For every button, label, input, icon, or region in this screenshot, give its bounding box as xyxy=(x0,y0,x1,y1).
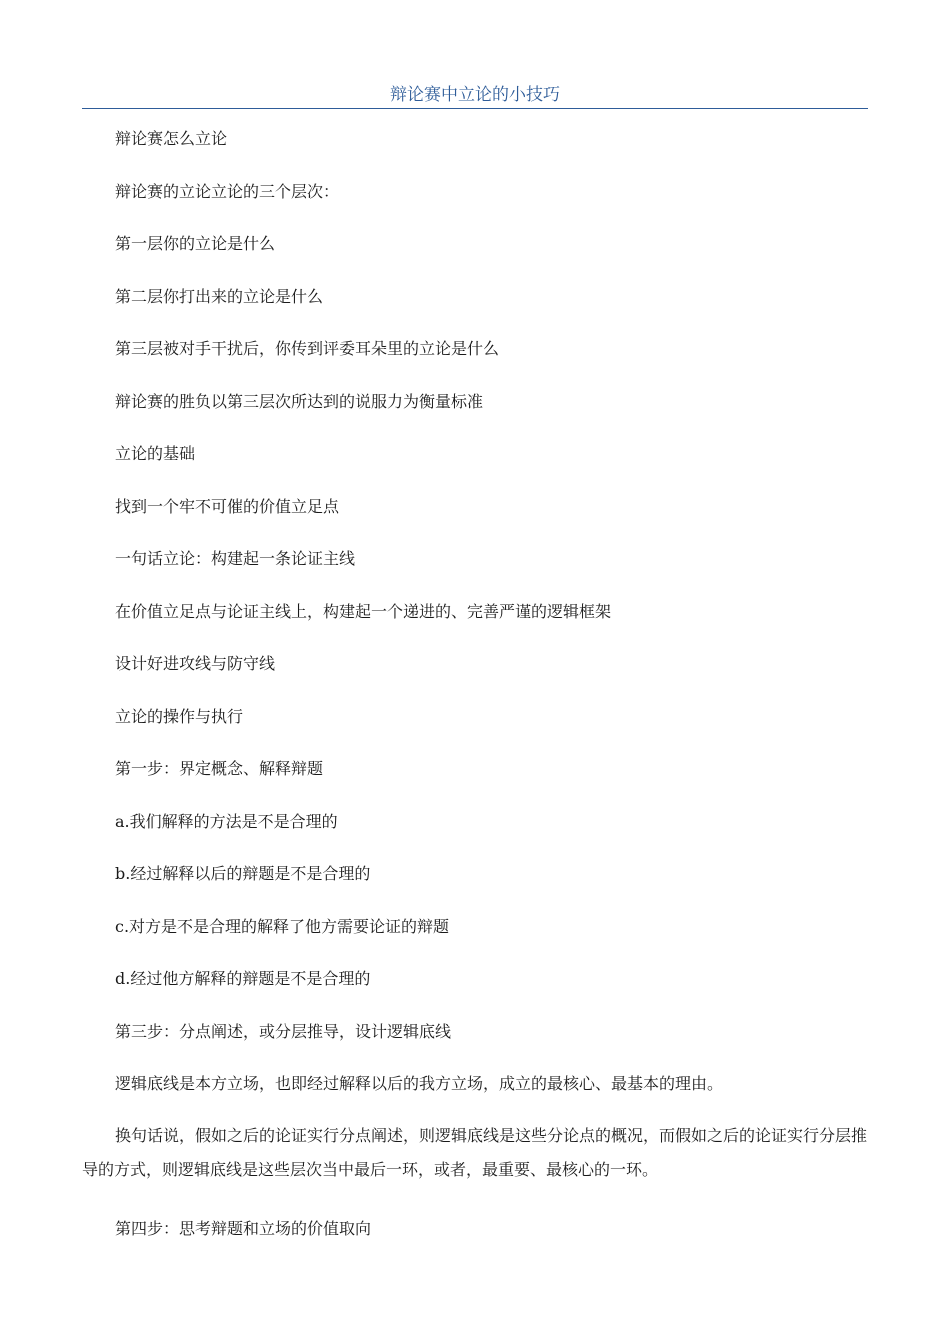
paragraph: 第一步：界定概念、解释辩题 xyxy=(115,759,324,778)
paragraph: 找到一个牢不可催的价值立足点 xyxy=(115,497,340,516)
paragraph: d.经过他方解释的辩题是不是合理的 xyxy=(115,969,371,988)
paragraph: 换句话说，假如之后的论证实行分点阐述，则逻辑底线是这些分论点的概况，而假如之后的论证实行分层推导的方式，则逻辑底线是这些层次当中最后一环，或者，最重要、最核心的一环。 xyxy=(82,1126,868,1179)
paragraph: 第四步：思考辩题和立场的价值取向 xyxy=(115,1219,372,1238)
paragraph: 一句话立论：构建起一条论证主线 xyxy=(115,549,356,568)
page-title: 辩论赛中立论的小技巧 xyxy=(390,85,560,105)
paragraph: b.经过解释以后的辩题是不是合理的 xyxy=(115,864,371,883)
paragraph: 第一层你的立论是什么 xyxy=(115,234,276,253)
paragraph: c.对方是不是合理的解释了他方需要论证的辩题 xyxy=(115,917,450,936)
paragraph: 第三层被对手干扰后，你传到评委耳朵里的立论是什么 xyxy=(115,339,500,358)
paragraph: 立论的操作与执行 xyxy=(115,707,244,726)
paragraph: 在价值立足点与论证主线上，构建起一个递进的、完善严谨的逻辑框架 xyxy=(115,602,612,621)
paragraph: 辩论赛怎么立论 xyxy=(115,129,228,148)
page-header xyxy=(82,80,868,109)
paragraph: 辩论赛的胜负以第三层次所达到的说服力为衡量标准 xyxy=(115,392,484,411)
paragraph: 立论的基础 xyxy=(115,444,196,463)
paragraph: 设计好进攻线与防守线 xyxy=(115,654,276,673)
paragraph: 第三步：分点阐述，或分层推导，设计逻辑底线 xyxy=(115,1022,452,1041)
paragraph: 第二层你打出来的立论是什么 xyxy=(115,287,324,306)
paragraph: 逻辑底线是本方立场，也即经过解释以后的我方立场，成立的最核心、最基本的理由。 xyxy=(115,1074,724,1093)
paragraph: 辩论赛的立论立论的三个层次： xyxy=(115,182,340,201)
paragraph: a.我们解释的方法是不是合理的 xyxy=(115,812,338,831)
